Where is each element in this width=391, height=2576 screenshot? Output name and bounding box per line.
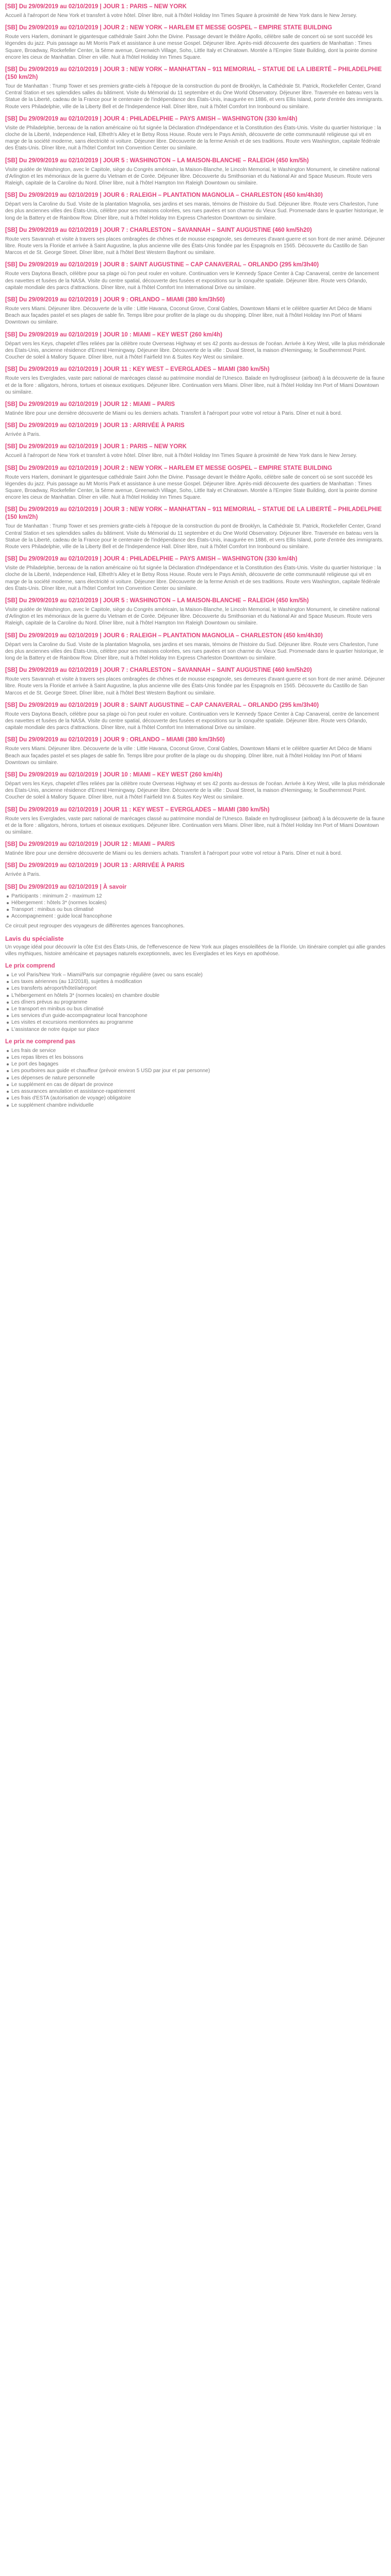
- day-description: Départ vers la Caroline du Sud. Visite de la plantation Magnolia, ses jardins et ses marais, témoins de l'histoire du Sud. Déjeuner libre. Route vers Charleston, l'une des plus anciennes villes des États-Unis, célèbre pour ses maisons colorées, ses rues pavées et son charme du Vieux Sud. Promenade dans le quartier historique, le long de la Battery et de Rainbow Row. Dîner libre, nuit à l'hôtel Holiday Inn Express Charleston Downtown ou similaire.: [5, 201, 384, 221]
- list-item: Participants : minimum 2 - maximum 12: [11, 893, 386, 900]
- list-item: Les frais d'ESTA (autorisation de voyage) obligatoire: [11, 1095, 386, 1101]
- day-title: [SB] Du 29/09/2019 au 02/10/2019 | JOUR 8 : SAINT AUGUSTINE – CAP CANAVERAL – ORLANDO (295 km/3h40): [5, 262, 319, 268]
- itinerary-page: [0, 0, 391, 1121]
- day-title: [SB] Du 29/09/2019 au 02/10/2019 | JOUR 12 : MIAMI – PARIS: [5, 401, 175, 408]
- itinerary-day: [5, 667, 386, 697]
- itinerary-day: [5, 771, 386, 801]
- day-title: [SB] Du 29/09/2019 au 02/10/2019 | JOUR 10 : MIAMI – KEY WEST (260 km/4h): [5, 331, 223, 338]
- day-title: [SB] Du 29/09/2019 au 02/10/2019 | JOUR 3 : NEW YORK – MANHATTAN – 911 MEMORIAL – STATUE DE LA LIBERTÉ – PHILADELPHIE (150 km/2h): [5, 66, 382, 81]
- day-description: Tour de Manhattan : Trump Tower et ses premiers gratte-ciels à l'époque de la construction du pont de Brooklyn, la Cathédrale St. Patrick, Rockefeller Center, Grand Central Station et ses splendides salles du bâtiment. Visite du Mémorial du 11 septembre et du One World Observatory. Déjeuner libre. Traversée en bateau vers la Statue de la Liberté, cadeau de la France pour le centenaire de l'indépendance des États-Unis, inaugurée en 1886, et vers Ellis Island, porte d'entrée des immigrants. Route vers Philadelphie, ville de la Liberty Bell et de l'Independence Hall. Dîner libre, nuit à l'hôtel Comfort Inn Ironbound ou similaire.: [5, 523, 384, 550]
- day-description: Visite guidée de Washington, avec le Capitole, siège du Congrès américain, la Maison-Blanche, le Lincoln Memorial, le Washington Monument, le cimetière national d'Arlington et les mémoriaux de la guerre du Vietnam et de Corée. Déjeuner libre. Découverte du Smithsonian et du National Air and Space Museum. Route vers Raleigh, capitale de la Caroline du Nord. Dîner libre, nuit à l'hôtel Hampton Inn Raleigh Downtown ou similaire.: [5, 606, 380, 626]
- itinerary-day: [5, 841, 386, 857]
- list-item: Les assurances annulation et assistance-rapatriement: [11, 1088, 386, 1095]
- itinerary-day: [5, 157, 386, 187]
- itinerary-day: [5, 24, 386, 61]
- itinerary-day: [5, 296, 386, 326]
- itinerary-day: [5, 192, 386, 222]
- day-description: Route vers Savannah et visite à travers ses places ombragées de chênes et de mousse espagnole, ses demeures d'avant-guerre et son front de mer animé. Déjeuner libre. Route vers la Floride et arrivée à Saint Augustine, la plus ancienne ville des États-Unis fondée par les Espagnols en 1565. Découverte du Castillo de San Marcos et de St. George Street. Dîner libre, nuit à l'hôtel Best Western Bayfront ou similaire.: [5, 236, 385, 256]
- list-item: Les repas libres et les boissons: [11, 1054, 386, 1061]
- itinerary-day: [5, 261, 386, 291]
- day-title: [SB] Du 29/09/2019 au 02/10/2019 | JOUR 9 : ORLANDO – MIAMI (380 km/3h50): [5, 737, 225, 743]
- a-savoir-list: [5, 893, 386, 920]
- list-item: Le supplément chambre individuelle: [11, 1102, 386, 1109]
- day-description: Matinée libre pour une dernière découverte de Miami ou les derniers achats. Transfert à l'aéroport pour votre vol retour à Paris. Dîner et nuit à bord.: [5, 851, 342, 857]
- day-title: [SB] Du 29/09/2019 au 02/10/2019 | JOUR 7 : CHARLESTON – SAVANNAH – SAINT AUGUSTINE (460 km/5h20): [5, 667, 312, 674]
- itinerary-day: [5, 555, 386, 592]
- prix-comprend-list: [5, 972, 386, 1033]
- day-title: [SB] Du 29/09/2019 au 02/10/2019 | JOUR 1 : PARIS – NEW YORK: [5, 4, 187, 10]
- day-description: Accueil à l'aéroport de New York et transfert à votre hôtel. Dîner libre, nuit à l'hôtel Holiday Inn Times Square à proximité de New York dans le New Jersey.: [5, 13, 357, 19]
- itinerary-day: [5, 632, 386, 662]
- day-title: [SB] Du 29/09/2019 au 02/10/2019 | JOUR 6 : RALEIGH – PLANTATION MAGNOLIA – CHARLESTON (450 km/4h30): [5, 192, 323, 199]
- day-description: Départ vers les Keys, chapelet d'îles reliées par la célèbre route Overseas Highway et ses 42 ponts au-dessus de l'océan. Arrivée à Key West, ville la plus méridionale des États-Unis, ancienne résidence d'Ernest Hemingway. Déjeuner libre. Découverte de la ville : Duval Street, la maison d'Hemingway, le Southernmost Point. Coucher de soleil à Mallory Square. Dîner libre, nuit à l'hôtel Fairfield Inn & Suites Key West ou similaire.: [5, 341, 385, 361]
- day-title: [SB] Du 29/09/2019 au 02/10/2019 | JOUR 11 : KEY WEST – EVERGLADES – MIAMI (380 km/5h): [5, 806, 270, 813]
- itinerary-day: [5, 702, 386, 732]
- day-description: Visite guidée de Washington, avec le Capitole, siège du Congrès américain, la Maison-Blanche, le Lincoln Memorial, le Washington Monument, le cimetière national d'Arlington et les mémoriaux de la guerre du Vietnam et de Corée. Déjeuner libre. Découverte du Smithsonian et du National Air and Space Museum. Route vers Raleigh, capitale de la Caroline du Nord. Dîner libre, nuit à l'hôtel Hampton Inn Raleigh Downtown ou similaire.: [5, 166, 380, 187]
- day-title: [SB] Du 29/09/2019 au 02/10/2019 | JOUR 13 : ARRIVÉE À PARIS: [5, 422, 185, 429]
- list-item: Les pourboires aux guide et chauffeur (prévoir environ 5 USD par jour et par personne): [11, 1067, 386, 1074]
- list-item: Le vol Paris/New York – Miami/Paris sur compagnie régulière (avec ou sans escale): [11, 972, 386, 978]
- list-item: Les visites et excursions mentionnées au programme: [11, 1019, 386, 1026]
- day-description: Arrivée à Paris.: [5, 432, 41, 438]
- day-description: Matinée libre pour une dernière découverte de Miami ou les derniers achats. Transfert à l'aéroport pour votre vol retour à Paris. Dîner et nuit à bord.: [5, 410, 342, 416]
- list-item: Transport : minibus ou bus climatisé: [11, 906, 386, 913]
- itinerary-day: [5, 806, 386, 836]
- day-title: [SB] Du 29/09/2019 au 02/10/2019 | JOUR 8 : SAINT AUGUSTINE – CAP CANAVERAL – ORLANDO (295 km/3h40): [5, 702, 319, 708]
- day-description: Départ vers la Caroline du Sud. Visite de la plantation Magnolia, ses jardins et ses marais, témoins de l'histoire du Sud. Déjeuner libre. Route vers Charleston, l'une des plus anciennes villes des États-Unis, célèbre pour ses maisons colorées, ses rues pavées et son charme du Vieux Sud. Promenade dans le quartier historique, le long de la Battery et de Rainbow Row. Dîner libre, nuit à l'hôtel Holiday Inn Express Charleston Downtown ou similaire.: [5, 641, 384, 661]
- day-title: [SB] Du 29/09/2019 au 02/10/2019 | JOUR 3 : NEW YORK – MANHATTAN – 911 MEMORIAL – STATUE DE LA LIBERTÉ – PHILADELPHIE (150 km/2h): [5, 506, 382, 521]
- day-description: Route vers Daytona Beach, célèbre pour sa plage où l'on peut rouler en voiture. Continuation vers le Kennedy Space Center à Cap Canaveral, centre de lancement des navettes et fusées de la NASA. Visite du centre spatial, découverte des fusées et expositions sur la conquête spatiale. Déjeuner libre. Route vers Orlando, capitale mondiale des parcs d'attractions. Dîner libre, nuit à l'hôtel Comfort Inn International Drive ou similaire.: [5, 711, 379, 731]
- day-description: Route vers Miami. Déjeuner libre. Découverte de la ville : Little Havana, Coconut Grove, Coral Gables, Downtown Miami et le célèbre quartier Art Déco de Miami Beach aux façades pastel et ses plages de sable fin. Temps libre pour profiter de la plage ou du shopping. Dîner libre, nuit à l'hôtel Holiday Inn Port of Miami Downtown ou similaire.: [5, 306, 372, 326]
- itinerary-day: [5, 115, 386, 152]
- list-item: Les dîners prévus au programme: [11, 999, 386, 1006]
- day-title: [SB] Du 29/09/2019 au 02/10/2019 | JOUR 5 : WASHINGTON – LA MAISON-BLANCHE – RALEIGH (450 km/5h): [5, 597, 309, 604]
- prix-non-comprend-list: [5, 1047, 386, 1109]
- list-item: Hébergement : hôtels 3* (normes locales): [11, 900, 386, 906]
- itinerary-day: [5, 227, 386, 257]
- day-description: Visite de Philadelphie, berceau de la nation américaine où fut signée la Déclaration d'Indépendance et la Constitution des États-Unis. Visite du quartier historique : la cloche de la Liberté, Independence Hall, Elfreth's Alley et le Betsy Ross House. Route vers le Pays Amish, découverte de cette communauté religieuse qui vit en marge de la société moderne, sans électricité ni voiture. Déjeuner libre. Découverte de la ferme Amish et de ses traditions. Route vers Washington, capitale fédérale des États-Unis. Dîner libre, nuit à l'hôtel Comfort Inn Convention Center ou similaire.: [5, 565, 381, 591]
- itinerary-day: [5, 862, 386, 878]
- list-item: Le port des bagages: [11, 1061, 386, 1067]
- day-description: Route vers Miami. Déjeuner libre. Découverte de la ville : Little Havana, Coconut Grove, Coral Gables, Downtown Miami et le célèbre quartier Art Déco de Miami Beach aux façades pastel et ses plages de sable fin. Temps libre pour profiter de la plage ou du shopping. Dîner libre, nuit à l'hôtel Holiday Inn Port of Miami Downtown ou similaire.: [5, 746, 372, 766]
- itinerary-day: [5, 66, 386, 110]
- itinerary-day: [5, 506, 386, 550]
- day-title: [SB] Du 29/09/2019 au 02/10/2019 | JOUR 1 : PARIS – NEW YORK: [5, 444, 187, 450]
- itinerary-day: [5, 3, 386, 19]
- day-title: [SB] Du 29/09/2019 au 02/10/2019 | JOUR 6 : RALEIGH – PLANTATION MAGNOLIA – CHARLESTON (450 km/4h30): [5, 632, 323, 639]
- day-description: Visite de Philadelphie, berceau de la nation américaine où fut signée la Déclaration d'Indépendance et la Constitution des États-Unis. Visite du quartier historique : la cloche de la Liberté, Independence Hall, Elfreth's Alley et le Betsy Ross House. Route vers le Pays Amish, découverte de cette communauté religieuse qui vit en marge de la société moderne, sans électricité ni voiture. Déjeuner libre. Découverte de la ferme Amish et de ses traditions. Route vers Washington, capitale fédérale des États-Unis. Dîner libre, nuit à l'hôtel Comfort Inn Convention Center ou similaire.: [5, 125, 381, 151]
- itinerary-days: [5, 3, 386, 878]
- list-item: Accompagnement : guide local francophone: [11, 913, 386, 920]
- list-item: Les dépenses de nature personnelle: [11, 1075, 386, 1081]
- day-title: [SB] Du 29/09/2019 au 02/10/2019 | JOUR 4 : PHILADELPHIE – PAYS AMISH – WASHINGTON (330 km/4h): [5, 556, 298, 563]
- prix-non-comprend-title: Le prix ne comprend pas: [5, 1038, 76, 1045]
- itinerary-day: [5, 422, 386, 438]
- a-savoir-note: Ce circuit peut regrouper des voyageurs de différentes agences francophones.: [5, 923, 185, 929]
- list-item: Les frais de service: [11, 1047, 386, 1054]
- itinerary-day: [5, 401, 386, 417]
- day-description: Tour de Manhattan : Trump Tower et ses premiers gratte-ciels à l'époque de la construction du pont de Brooklyn, la Cathédrale St. Patrick, Rockefeller Center, Grand Central Station et ses splendides salles du bâtiment. Visite du Mémorial du 11 septembre et du One World Observatory. Déjeuner libre. Traversée en bateau vers la Statue de la Liberté, cadeau de la France pour le centenaire de l'indépendance des États-Unis, inaugurée en 1886, et vers Ellis Island, porte d'entrée des immigrants. Route vers Philadelphie, ville de la Liberty Bell et de l'Independence Hall. Dîner libre, nuit à l'hôtel Comfort Inn Ironbound ou similaire.: [5, 83, 384, 110]
- itinerary-day: [5, 366, 386, 396]
- list-item: Les services d'un guide-accompagnateur local francophone: [11, 1012, 386, 1019]
- a-savoir-section: [5, 884, 386, 930]
- list-item: Les taxes aériennes (au 12/2018), sujettes à modification: [11, 978, 386, 985]
- day-description: Route vers Savannah et visite à travers ses places ombragées de chênes et de mousse espagnole, ses demeures d'avant-guerre et son front de mer animé. Déjeuner libre. Route vers la Floride et arrivée à Saint Augustine, la plus ancienne ville des États-Unis fondée par les Espagnols en 1565. Découverte du Castillo de San Marcos et de St. George Street. Dîner libre, nuit à l'hôtel Best Western Bayfront ou similaire.: [5, 676, 385, 696]
- day-description: Route vers Harlem, dominant le gigantesque cathédrale Saint John the Divine. Passage devant le théâtre Apollo, célèbre salle de concert où se sont succédé les légendes du jazz. Puis passage au Mt Morris Park et assistance à une messe Gospel. Déjeuner libre. Après-midi découverte des quartiers de Manhattan : Times Square, Broadway, Rockefeller Center, la 5ème avenue, Greenwich Village, Soho, Little Italy et Chinatown. Montée à l'Empire State Building, dont la pointe domine encore les cieux de Manhattan. Dîner en ville. Nuit à l'hôtel Holiday Inn Times Square.: [5, 34, 378, 60]
- day-title: [SB] Du 29/09/2019 au 02/10/2019 | JOUR 2 : NEW YORK – HARLEM ET MESSE GOSPEL – EMPIRE STATE BUILDING: [5, 465, 332, 471]
- itinerary-day: [5, 597, 386, 627]
- list-item: L'assistance de notre équipe sur place: [11, 1026, 386, 1033]
- prix-comprend-title: Le prix comprend: [5, 963, 55, 970]
- day-title: [SB] Du 29/09/2019 au 02/10/2019 | JOUR 13 : ARRIVÉE À PARIS: [5, 862, 185, 869]
- itinerary-day: [5, 736, 386, 766]
- day-description: Arrivée à Paris.: [5, 872, 41, 878]
- avis-title: Lavis du spécialiste: [5, 935, 64, 942]
- list-item: Les transferts aéroport/hôtel/aéroport: [11, 985, 386, 992]
- list-item: L'hébergement en hôtels 3* (normes locales) en chambre double: [11, 992, 386, 999]
- day-description: Route vers les Everglades, vaste parc national de marécages classé au patrimoine mondial de l'Unesco. Balade en hydroglisseur (airboat) à la découverte de la faune et de la flore : alligators, hérons, tortues et oiseaux exotiques. Déjeuner libre. Continuation vers Miami. Dîner libre, nuit à l'hôtel Holiday Inn Port of Miami Downtown ou similaire.: [5, 816, 385, 836]
- list-item: Le supplément en cas de départ de province: [11, 1081, 386, 1088]
- day-description: Route vers Daytona Beach, célèbre pour sa plage où l'on peut rouler en voiture. Continuation vers le Kennedy Space Center à Cap Canaveral, centre de lancement des navettes et fusées de la NASA. Visite du centre spatial, découverte des fusées et expositions sur la conquête spatiale. Déjeuner libre. Route vers Orlando, capitale mondiale des parcs d'attractions. Dîner libre, nuit à l'hôtel Comfort Inn International Drive ou similaire.: [5, 271, 379, 291]
- a-savoir-title: [SB] Du 29/09/2019 au 02/10/2019 | À savoir: [5, 884, 127, 890]
- day-description: Route vers les Everglades, vaste parc national de marécages classé au patrimoine mondial de l'Unesco. Balade en hydroglisseur (airboat) à la découverte de la faune et de la flore : alligators, hérons, tortues et oiseaux exotiques. Déjeuner libre. Continuation vers Miami. Dîner libre, nuit à l'hôtel Holiday Inn Port of Miami Downtown ou similaire.: [5, 376, 385, 395]
- day-title: [SB] Du 29/09/2019 au 02/10/2019 | JOUR 10 : MIAMI – KEY WEST (260 km/4h): [5, 772, 223, 778]
- day-description: Départ vers les Keys, chapelet d'îles reliées par la célèbre route Overseas Highway et ses 42 ponts au-dessus de l'océan. Arrivée à Key West, ville la plus méridionale des États-Unis, ancienne résidence d'Ernest Hemingway. Déjeuner libre. Découverte de la ville : Duval Street, la maison d'Hemingway, le Southernmost Point. Coucher de soleil à Mallory Square. Dîner libre, nuit à l'hôtel Fairfield Inn & Suites Key West ou similaire.: [5, 781, 385, 801]
- day-title: [SB] Du 29/09/2019 au 02/10/2019 | JOUR 9 : ORLANDO – MIAMI (380 km/3h50): [5, 297, 225, 303]
- day-title: [SB] Du 29/09/2019 au 02/10/2019 | JOUR 5 : WASHINGTON – LA MAISON-BLANCHE – RALEIGH (450 km/5h): [5, 157, 309, 164]
- avis-body: Un voyage idéal pour découvrir la côte Est des États-Unis, de l'effervescence de New York aux plages ensoleillées de la Floride. Un itinéraire complet qui allie grandes villes mythiques, histoire américaine et paysages naturels exceptionnels, avec les Everglades et les Keys en apothéose.: [5, 944, 386, 957]
- itinerary-day: [5, 465, 386, 501]
- day-description: Route vers Harlem, dominant le gigantesque cathédrale Saint John the Divine. Passage devant le théâtre Apollo, célèbre salle de concert où se sont succédé les légendes du jazz. Puis passage au Mt Morris Park et assistance à une messe Gospel. Déjeuner libre. Après-midi découverte des quartiers de Manhattan : Times Square, Broadway, Rockefeller Center, la 5ème avenue, Greenwich Village, Soho, Little Italy et Chinatown. Montée à l'Empire State Building, dont la pointe domine encore les cieux de Manhattan. Dîner en ville. Nuit à l'hôtel Holiday Inn Times Square.: [5, 474, 378, 501]
- day-title: [SB] Du 29/09/2019 au 02/10/2019 | JOUR 2 : NEW YORK – HARLEM ET MESSE GOSPEL – EMPIRE STATE BUILDING: [5, 25, 332, 31]
- list-item: Le transport en minibus ou bus climatisé: [11, 1006, 386, 1012]
- itinerary-day: [5, 443, 386, 459]
- day-description: Accueil à l'aéroport de New York et transfert à votre hôtel. Dîner libre, nuit à l'hôtel Holiday Inn Times Square à proximité de New York dans le New Jersey.: [5, 453, 357, 459]
- day-title: [SB] Du 29/09/2019 au 02/10/2019 | JOUR 4 : PHILADELPHIE – PAYS AMISH – WASHINGTON (330 km/4h): [5, 115, 298, 122]
- day-title: [SB] Du 29/09/2019 au 02/10/2019 | JOUR 7 : CHARLESTON – SAVANNAH – SAINT AUGUSTINE (460 km/5h20): [5, 227, 312, 233]
- day-title: [SB] Du 29/09/2019 au 02/10/2019 | JOUR 12 : MIAMI – PARIS: [5, 841, 175, 848]
- itinerary-day: [5, 331, 386, 361]
- day-title: [SB] Du 29/09/2019 au 02/10/2019 | JOUR 11 : KEY WEST – EVERGLADES – MIAMI (380 km/5h): [5, 366, 270, 373]
